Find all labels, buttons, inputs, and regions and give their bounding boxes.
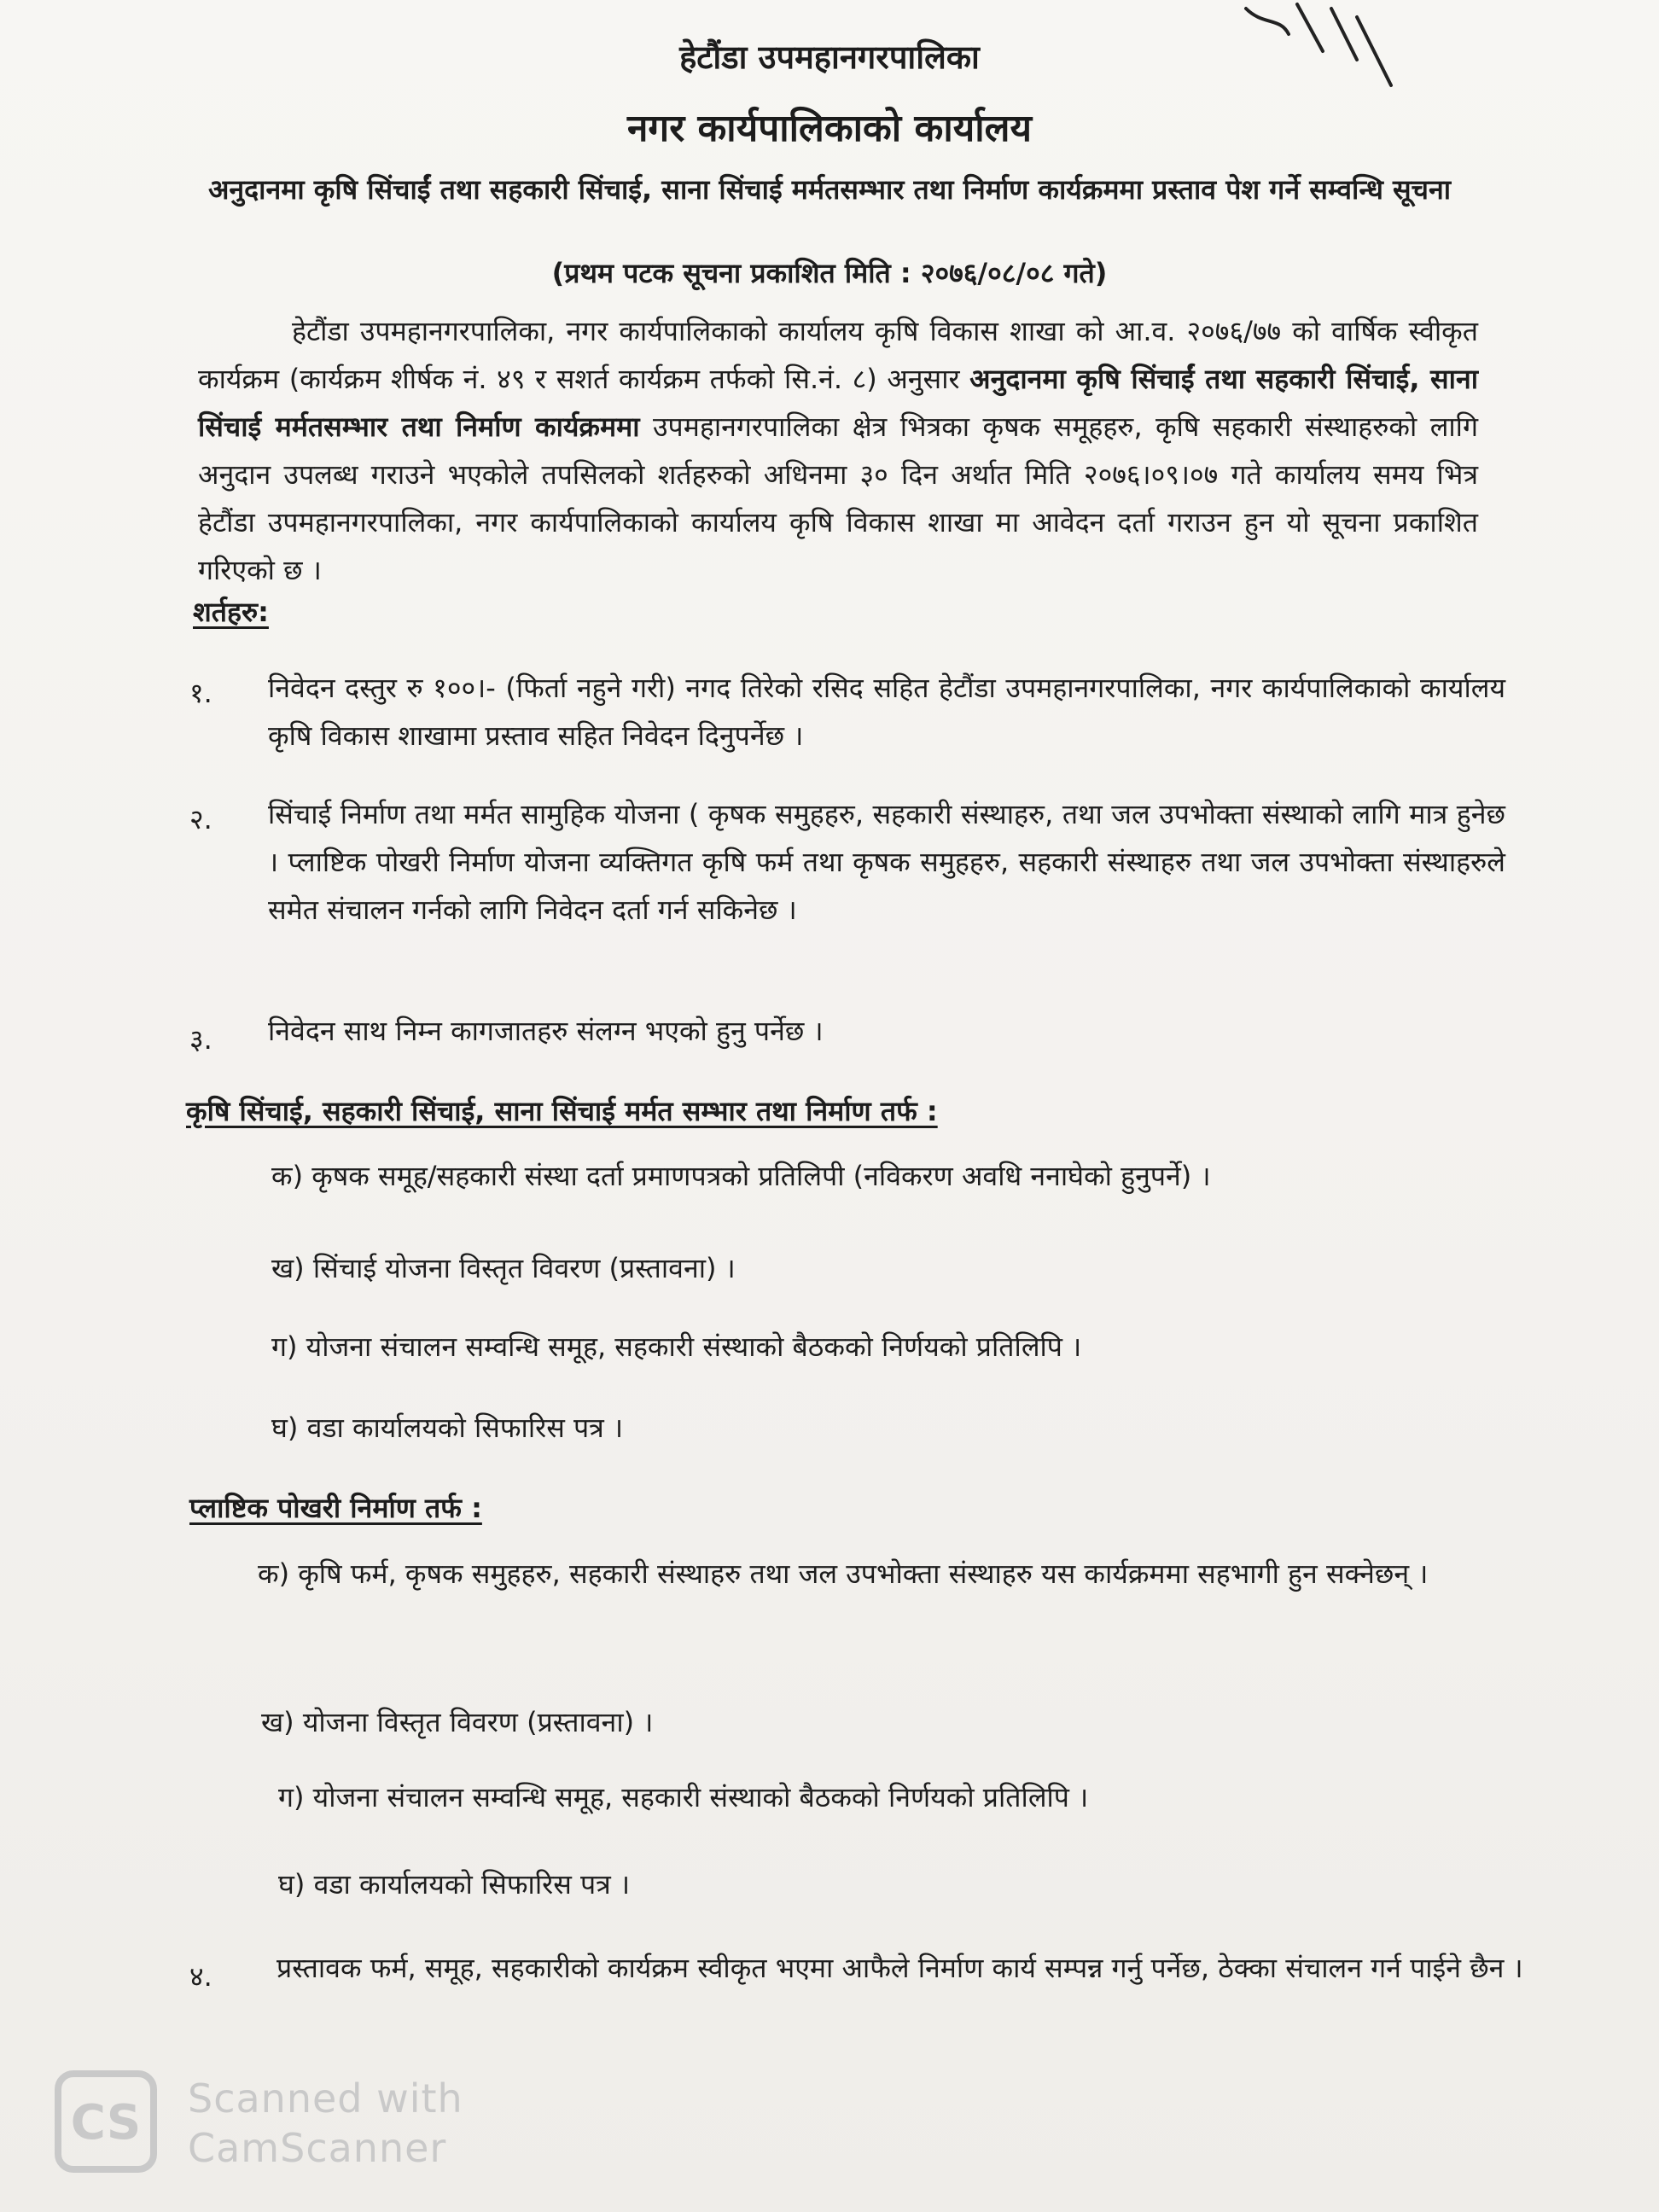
- condition-4-text: प्रस्तावक फर्म, समूह, सहकारीको कार्यक्रम स्वीकृत भएमा आफैले निर्माण कार्य सम्पन्न गर्नु पर्नेछ, ठेक्का संचालन गर्न पाईने छैन ।: [276, 1952, 1523, 1984]
- pond-section-title: प्लाष्टिक पोखरी निर्माण तर्फ :: [189, 1492, 482, 1524]
- condition-4-number: ४.: [189, 1960, 212, 1993]
- intro-bold: अनुदानमा कृषि सिंचाईं तथा सहकारी सिंचाई, साना सिंचाई मर्मतसम्भार तथा निर्माण कार्यक्रममा: [198, 363, 1478, 443]
- publish-date: (प्रथम पटक सूचना प्रकाशित मिति : २०७६/०८/०८ गते): [551, 257, 1108, 289]
- condition-2-text: सिंचाई निर्माण तथा मर्मत सामुहिक योजना ( कृषक समुहहरु, सहकारी संस्थाहरु, तथा जल उपभोक्ता संस्थाको लागि मात्र हुनेछ । प्लाष्टिक पोखरी निर्माण योजना व्यक्तिगत कृषि फर्म तथा कृषक समुहहरु, सहकारी संस्थाहरु तथा जल उपभोक्ता संस्थाहरुले समेत संचालन गर्नको लागि निवेदन दर्ता गर्न सकिनेछ ।: [268, 798, 1505, 926]
- intro-part2: उपमहानगरपालिका क्षेत्र भित्रका कृषक समूहहरु, कृषि सहकारी संस्थाहरुको लागि अनुदान उपलब्ध गराउने भएकोले तपसिलको शर्तहरुको अधिनमा ३० दिन अर्थात मिति २०७६।०९।०७ गते कार्यालय समय भित्र हेटौंडा उपमहानगरपालिका, नगर कार्यपालिकाको कार्यालय कृषि विकास शाखा मा आवेदन दर्ता गराउन हुन यो सूचना प्रकाशित गरिएको छ ।: [198, 410, 1478, 586]
- conditions-title: शर्तहरु:: [193, 596, 269, 628]
- pond-item-kha: ख) योजना विस्तृत विवरण (प्रस्तावना) ।: [261, 1706, 654, 1738]
- watermark-line-1: Scanned with: [188, 2075, 463, 2122]
- svg-text:CS: CS: [70, 2095, 142, 2151]
- pond-item-gha: घ) वडा कार्यालयको सिफारिस पत्र ।: [278, 1868, 631, 1901]
- municipality-name: हेटौंडा उपमहानगरपालिका: [679, 38, 980, 76]
- pond-item-ga: ग) योजना संचालन सम्वन्धि समूह, सहकारी संस्थाको बैठकको निर्णयको प्रतिलिपि ।: [278, 1781, 1089, 1813]
- condition-1-text: निवेदन दस्तुर रु १००।- (फिर्ता नहुने गरी) नगद तिरेको रसिद सहित हेटौंडा उपमहानगरपालिका, नगर कार्यपालिकाको कार्यालय कृषि विकास शाखामा प्रस्ताव सहित निवेदन दिनुपर्नेछ ।: [268, 672, 1505, 752]
- intro-part1: हेटौंडा उपमहानगरपालिका, नगर कार्यपालिकाको कार्यालय कृषि विकास शाखा को आ.व. २०७६/७७ को वार्षिक स्वीकृत कार्यक्रम (कार्यक्रम शीर्षक नं. ४९ र सशर्त कार्यक्रम तर्फको सि.नं. ८) अनुसार: [198, 315, 1478, 395]
- irrigation-item-ga: ग) योजना संचालन सम्वन्धि समूह, सहकारी संस्थाको बैठकको निर्णयको प्रतिलिपि ।: [271, 1330, 1082, 1363]
- pond-item-ka: [189, 1550, 1563, 1598]
- notice-subject: अनुदानमा कृषि सिंचाईं तथा सहकारी सिंचाई, साना सिंचाई मर्मतसम्भार तथा निर्माण कार्यक्रममा प्रस्ताव पेश गर्ने सम्वन्धि सूचना: [207, 173, 1452, 206]
- camscanner-watermark: [55, 2067, 498, 2178]
- intro-paragraph: [198, 307, 1478, 594]
- condition-3-text: निवेदन साथ निम्न कागजातहरु संलग्न भएको हुनु पर्नेछ ।: [268, 1015, 824, 1047]
- watermark-line-2: CamScanner: [188, 2125, 447, 2171]
- camscanner-logo-icon: [55, 2070, 157, 2173]
- irrigation-section-title: कृषि सिंचाई, सहकारी सिंचाई, साना सिंचाई मर्मत सम्भार तथा निर्माण तर्फ :: [186, 1095, 938, 1127]
- irrigation-item-ka: क) कृषक समूह/सहकारी संस्था दर्ता प्रमाणपत्रको प्रतिलिपी (नविकरण अवधि ननाघेको हुनुपर्ने) ।: [271, 1160, 1211, 1192]
- condition-1-number: १.: [189, 677, 212, 709]
- condition-2-number: २.: [189, 803, 212, 835]
- irrigation-item-kha: ख) सिंचाई योजना विस्तृत विवरण (प्रस्तावना) ।: [271, 1252, 736, 1284]
- office-name: नगर कार्यपालिकाको कार्यालय: [627, 107, 1032, 150]
- pond-item-ka-text: क) कृषि फर्म, कृषक समुहहरु, सहकारी संस्थाहरु तथा जल उपभोक्ता संस्थाहरु यस कार्यक्रममा सहभागी हुन सक्नेछन् ।: [258, 1557, 1429, 1590]
- irrigation-item-gha: घ) वडा कार्यालयको सिफारिस पत्र ।: [271, 1412, 624, 1444]
- condition-3-number: ३.: [189, 1023, 212, 1056]
